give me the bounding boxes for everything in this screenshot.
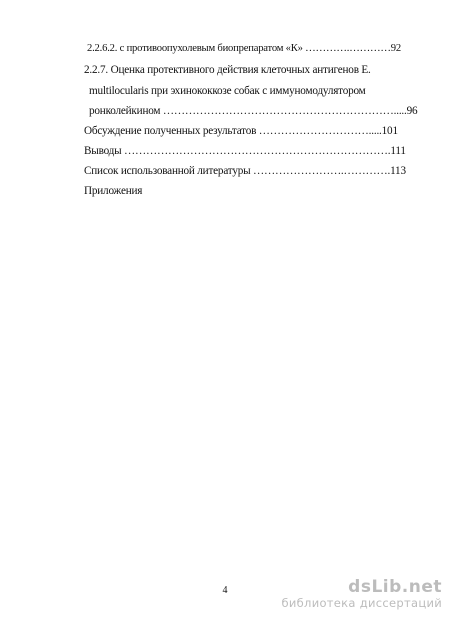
page-number: 4: [222, 585, 228, 596]
watermark-brand: dsLib.net: [348, 577, 442, 597]
watermark-tagline: библиотека диссертаций: [281, 596, 442, 610]
toc-entry-appendices: Приложения: [84, 185, 143, 197]
toc-entry-2-2-7: 2.2.7. Оценка протективного действия клеточных антигенов E.: [84, 64, 371, 76]
toc-entry-2-2-7-cont-1: multilocularis при эхинококкозе собак с иммуномодулятором: [89, 85, 366, 97]
toc-entry-references: Список использованной литературы …………………….………….113: [84, 165, 406, 177]
toc-entry-2-2-6-2: 2.2.6.2. с противоопухолевым биопрепаратом «К» ………….…………92: [87, 43, 401, 54]
watermark: [281, 578, 442, 610]
toc-entry-conclusions: Выводы ……………………………………………………………….111: [84, 145, 406, 157]
toc-entry-discussion: Обсуждение полученных результатов ………………………….....101: [84, 125, 398, 137]
toc-entry-2-2-7-cont-2: ронколейкином ……………………………………………………….....96: [89, 105, 418, 117]
